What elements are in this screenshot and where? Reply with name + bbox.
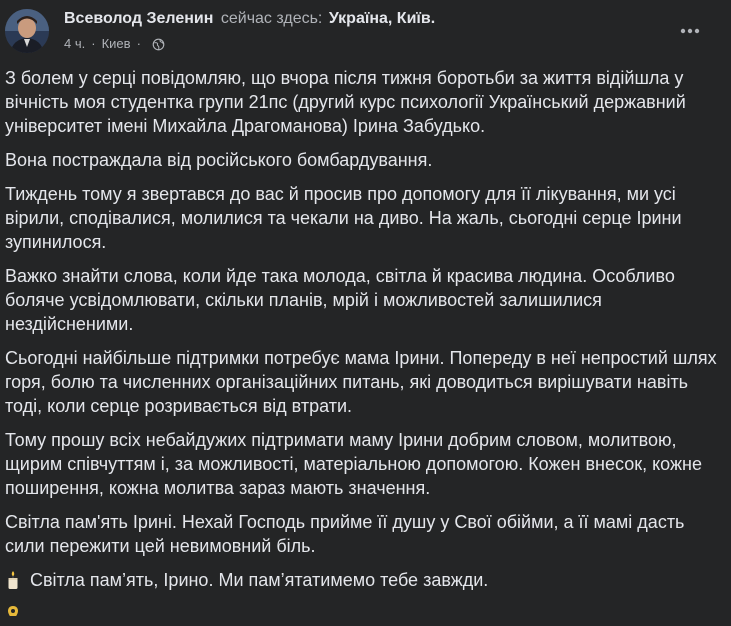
post-time-link[interactable]: 4 ч. <box>64 36 86 51</box>
post-paragraph: Світла пам'ять Ірині. Нехай Господь прийме її душу у Свої обійми, а її мамі дасть сили пережити цей невимовний біль. <box>5 512 685 556</box>
post-meta <box>64 35 165 53</box>
post-header <box>0 0 731 60</box>
author-name-link[interactable]: Всеволод Зеленин <box>64 10 214 27</box>
post-location: Киев <box>101 36 131 51</box>
truncated-line <box>5 602 725 616</box>
checkin-text: сейчас здесь: <box>220 10 323 27</box>
candle-icon <box>6 570 20 590</box>
post-paragraph: Тиждень тому я звертався до вас й просив про допомогу для її лікування, ми усі вірили, сподівалися, молилися та чекали на диво. На жаль, сьогодні серце Ірини зупинилося. <box>5 184 682 252</box>
closing-text: Світла пам’ять, Ірино. Ми пам’ятатимемо тебе завжди. <box>30 570 489 590</box>
globe-icon[interactable] <box>152 38 165 51</box>
closing-line <box>5 568 725 592</box>
meta-separator: · <box>136 36 141 51</box>
avatar-photo <box>5 9 49 53</box>
meta-separator: · <box>91 36 96 51</box>
post-body <box>5 66 725 616</box>
post-paragraph: Сьогодні найбільше підтримки потребує мама Ірини. Попереду в неї непростий шлях горя, болю та численних організаційних питань, які доводиться вирішувати навіть тоді, коли серце розривається від втрати. <box>5 348 717 416</box>
more-options-button[interactable] <box>672 13 708 49</box>
post-paragraph: Важко знайти слова, коли йде така молода, світла й красива людина. Особливо боляче усвідомлювати, скільки планів, мрій і можливостей залишилися нездійсненими. <box>5 266 675 334</box>
more-options-icon <box>680 28 700 34</box>
post-paragraph: З болем у серці повідомляю, що вчора після тижня боротьби за життя відійшла у вічність моя студентка групи 21пс (другий курс психології Український державний університет імені Михайла Драгоманова) Ірина Забудько. <box>5 68 686 136</box>
post-paragraph: Вона постраждала від російського бомбардування. <box>5 150 433 170</box>
place-link[interactable]: Україна, Київ. <box>328 10 436 27</box>
avatar[interactable] <box>5 9 49 53</box>
author-line <box>64 9 435 29</box>
pin-icon <box>6 604 20 616</box>
post-paragraph: Тому прошу всіх небайдужих підтримати маму Ірини добрим словом, молитвою, щирим співчуттям і, за можливості, матеріальною допомогою. Кожен внесок, кожне поширення, кожна молитва зараз мають значення. <box>5 430 702 498</box>
